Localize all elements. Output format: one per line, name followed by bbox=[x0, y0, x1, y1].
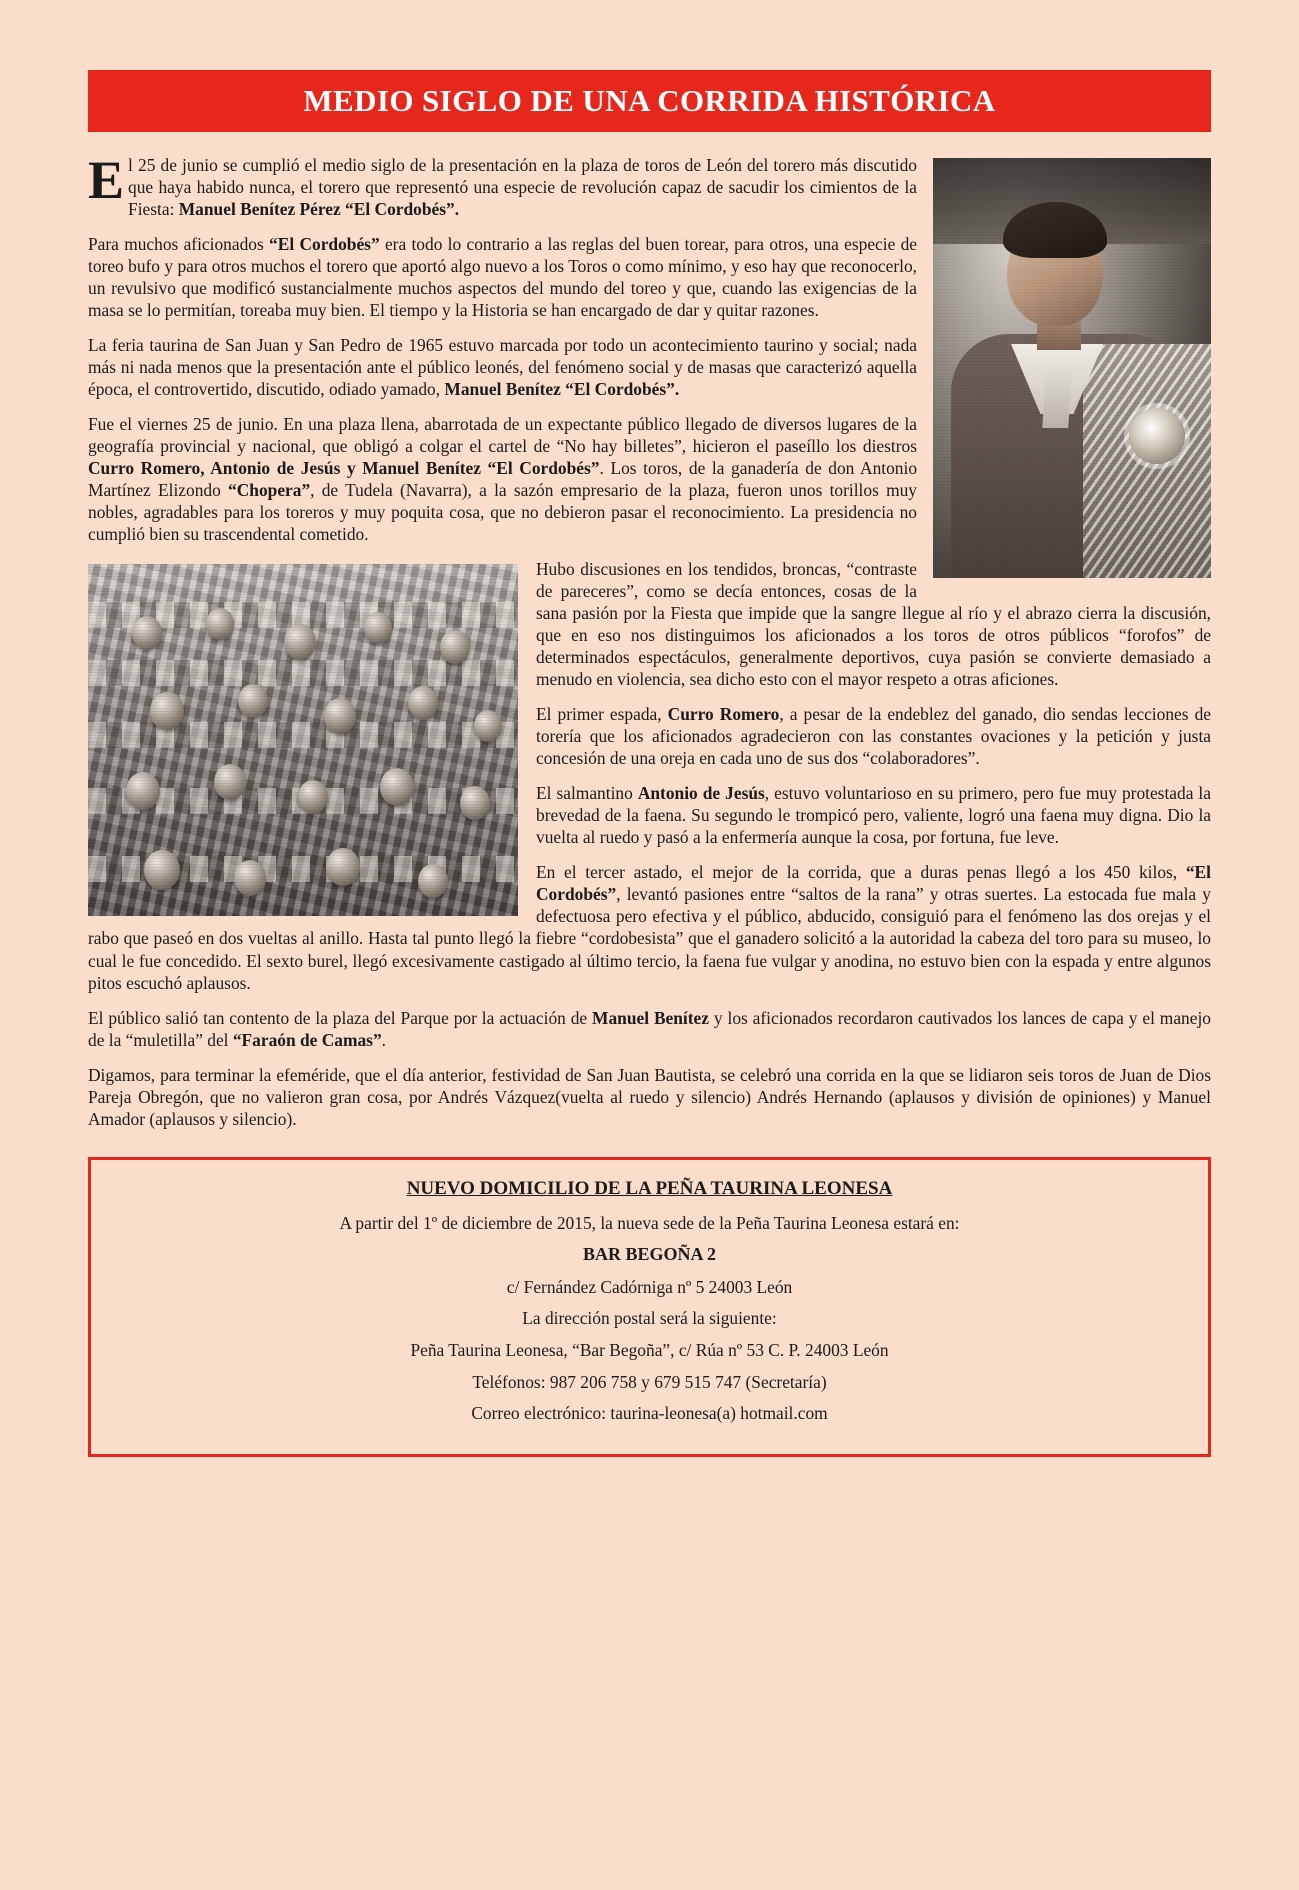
footer-line-4: La dirección postal será la siguiente: bbox=[522, 1308, 777, 1329]
paragraph-9-run-1: El público salió tan contento de la plaza del Parque por la actuación de bbox=[88, 1007, 593, 1028]
paragraph-4-run-4: “Chopera” bbox=[228, 480, 311, 501]
paragraph-9-run-4: “Faraón de Camas” bbox=[232, 1029, 382, 1050]
paragraph-2-run-2: “El Cordobés” bbox=[269, 234, 380, 255]
paragraph-10 bbox=[88, 1064, 1211, 1130]
paragraph-6-run-1: El primer espada, bbox=[536, 704, 668, 725]
paragraph-9-run-3: y los aficionados recordaron cautivados los lances de capa y el manejo de la “muletilla” del bbox=[88, 1007, 1211, 1050]
paragraph-4-run-2: Curro Romero, Antonio de Jesús y Manuel Benítez “El Cordobés” bbox=[88, 458, 600, 479]
paragraph-2-run-1: Para muchos aficionados bbox=[88, 234, 270, 255]
paragraph-5-run-1: Hubo discusiones en los tendidos, broncas, “contraste de pareceres”, como se decía entonces, cosas de la sana pasión por la Fiesta que impide que la sangre llegue al río y el abrazo cierra la discusión, que en eso nos distinguimos los aficionados a los toros de otros públicos “forofos” de determinados espectáculos, generalmente deportivos, cuya pasión se convierte demasiado a menudo en violencia, sea dicho esto con el mayor respeto a otras aficiones. bbox=[536, 559, 1211, 690]
footer-line-6: Teléfonos: 987 206 758 y 679 515 747 (Secretaría) bbox=[472, 1371, 827, 1392]
footer-title: NUEVO DOMICILIO DE LA PEÑA TAURINA LEONESA bbox=[406, 1177, 893, 1199]
paragraph-10-run-1: Digamos, para terminar la efeméride, que el día anterior, festividad de San Juan Bautista, se celebró una corrida en la que se lidiaron seis toros de Juan de Dios Pareja Obregón, que no valieron gran cosa, por Andrés Vázquez(vuelta al ruedo y silencio) Andrés Hernando (aplausos y división de opiniones) y Manuel Amador (aplausos y silencio). bbox=[88, 1064, 1211, 1129]
paragraph-4-run-1: Fue el viernes 25 de junio. En una plaza llena, abarrotada de un expectante público llegado de diversos lugares de la geografía provincial y nacional, que obligó a colgar el cartel de “No hay billetes”, hicieron el paseíllo los diestros bbox=[88, 414, 917, 457]
article-body bbox=[88, 150, 1211, 1143]
paragraph-4-run-3: . Los toros, de la ganadería de don Antonio Martínez Elizondo bbox=[88, 458, 918, 501]
paragraph-9 bbox=[88, 1007, 1211, 1051]
page-title-bar bbox=[88, 70, 1211, 132]
paragraph-9-run-5: . bbox=[381, 1029, 386, 1050]
footer-line-2: BAR BEGOÑA 2 bbox=[582, 1244, 717, 1265]
paragraph-9-run-2: Manuel Benítez bbox=[592, 1007, 709, 1028]
paragraph-3-run-1: La feria taurina de San Juan y San Pedro de 1965 estuvo marcada por todo un acontecimiento taurino y social; nada más ni nada menos que la presentación ante el público leonés, del fenómeno social y de masas que caracterizó aquella época, el controvertido, discutido, odiado yamado, bbox=[88, 335, 917, 400]
paragraph-8-run-1: En el tercer astado, el mejor de la corrida, que a duras penas llegó a los 450 kilos, bbox=[536, 862, 1186, 883]
footer-notice-box bbox=[88, 1157, 1211, 1457]
page-title: MEDIO SIGLO DE UNA CORRIDA HISTÓRICA bbox=[303, 83, 996, 118]
paragraph-3-run-2: Manuel Benítez “El Cordobés”. bbox=[444, 379, 680, 400]
paragraph-8-run-2: “El Cordobés” bbox=[536, 862, 1211, 905]
paragraph-1-run-2: Manuel Benítez Pérez “El Cordobés”. bbox=[178, 199, 460, 220]
paragraph-7-run-2: Antonio de Jesús bbox=[637, 783, 765, 804]
footer-line-5: Peña Taurina Leonesa, “Bar Begoña”, c/ Rúa nº 53 C. P. 24003 León bbox=[410, 1339, 889, 1360]
paragraph-8-run-3: , levantó pasiones entre “saltos de la rana” y otras suertes. La estocada fue mala y defectuosa pero efectiva y el público, abducido, consiguió para el fenómeno las dos orejas y el rabo que paseó en dos vueltas al anillo. Hasta tal punto llegó la fiebre “cordobesista” que el ganadero solicitó a la autoridad la cabeza del toro para su museo, lo cual le fue concedido. El sexto burel, llegó excesivamente castigado al último tercio, la faena fue vulgar y anodina, no estuvo bien con la espada y entre algunos pitos escuchó aplausos. bbox=[88, 884, 1211, 993]
photo-torero bbox=[933, 158, 1211, 578]
photo-torero-grain bbox=[933, 158, 1211, 578]
paragraph-7-run-3: , estuvo voluntarioso en su primero, pero fue muy protestada la brevedad de la faena. Su segundo le trompicó pero, valiente, logró una faena muy digna. Dio la vuelta al ruedo y pasó a la enfermería aunque la cosa, por fortuna, fue leve. bbox=[536, 783, 1211, 848]
paragraph-6-run-3: , a pesar de la endeblez del ganado, dio sendas lecciones de torería que los aficionados agradecieron con las constantes ovaciones y la petición y justa concesión de una oreja en cada uno de sus dos “colaboradores”. bbox=[536, 704, 1211, 769]
photo-crowd bbox=[88, 564, 518, 916]
paragraph-4-run-5: , de Tudela (Navarra), a la sazón empresario de la plaza, fueron unos torillos muy nobles, agradables para los toreros y muy poquita cosa, que no debieron pasar el reconocimiento. La presidencia no cumplió bien su trascendental cometido. bbox=[88, 480, 917, 545]
photo-crowd-grain bbox=[88, 564, 518, 916]
paragraph-7-run-1: El salmantino bbox=[536, 783, 638, 804]
footer-line-3: c/ Fernández Cadórniga nº 5 24003 León bbox=[506, 1276, 793, 1297]
paragraph-2-run-3: era todo lo contrario a las reglas del buen torear, para otros, una especie de toreo bufo y para otros muchos el torero que aportó algo nuevo a los Toros o como mínimo, y eso hay que reconocerlo, un revulsivo que modificó sustancialmente muchos aspectos del mundo del toreo y que, cuando las exigencias de la masa se lo permitían, toreaba muy bien. El tiempo y la Historia se han encargado de dar y quitar razones. bbox=[88, 234, 918, 321]
paragraph-1-run-1: El 25 de junio se cumplió el medio siglo de la presentación en la plaza de toros de León del torero más discutido que haya habido nunca, el torero que representó una especie de revolución capaz de sacudir los cimientos de la Fiesta: bbox=[88, 150, 917, 220]
footer-line-1: A partir del 1º de diciembre de 2015, la nueva sede de la Peña Taurina Leonesa estará en: bbox=[339, 1212, 960, 1233]
footer-line-7: Correo electrónico: taurina-leonesa(a) hotmail.com bbox=[471, 1403, 828, 1424]
paragraph-6-run-2: Curro Romero bbox=[667, 704, 780, 725]
